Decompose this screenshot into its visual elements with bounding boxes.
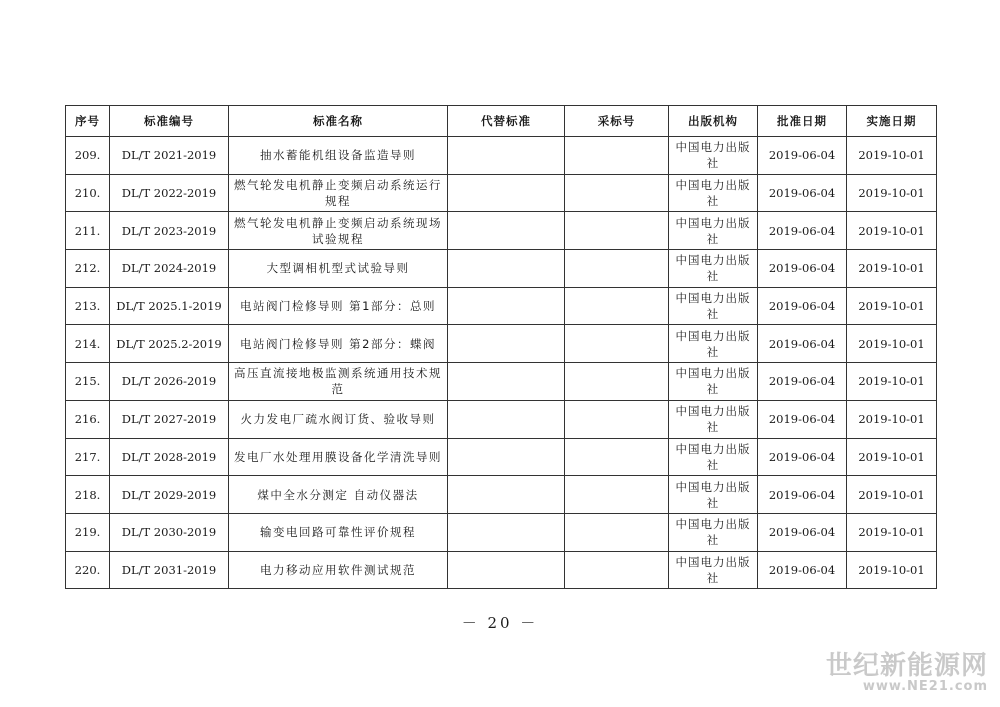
publisher: 中国电力出版社 [669,174,758,212]
standard-name: 抽水蓄能机组设备监造导则 [229,137,448,175]
standard-code: DL/T 2025.2-2019 [110,325,229,363]
standard-code: DL/T 2029-2019 [110,476,229,514]
table-row [66,250,937,288]
implementation-date: 2019-10-01 [847,325,937,363]
implementation-date: 2019-10-01 [847,438,937,476]
adopted-standard [565,325,669,363]
table-header-row [66,106,937,137]
row-number: 216. [66,400,110,438]
standard-name: 发电厂水处理用膜设备化学清洗导则 [229,438,448,476]
header-cell: 代替标准 [448,106,565,137]
header-cell: 批准日期 [758,106,847,137]
replaced-standard [448,250,565,288]
publisher: 中国电力出版社 [669,287,758,325]
table-row [66,363,937,401]
standard-code: DL/T 2022-2019 [110,174,229,212]
replaced-standard [448,551,565,589]
standard-name: 输变电回路可靠性评价规程 [229,513,448,551]
replaced-standard [448,287,565,325]
table-row [66,287,937,325]
site-watermark [826,652,988,694]
approval-date: 2019-06-04 [758,287,847,325]
row-number: 217. [66,438,110,476]
approval-date: 2019-06-04 [758,212,847,250]
header-cell: 实施日期 [847,106,937,137]
approval-date: 2019-06-04 [758,476,847,514]
table-row [66,551,937,589]
implementation-date: 2019-10-01 [847,400,937,438]
standards-table [65,105,937,589]
adopted-standard [565,174,669,212]
implementation-date: 2019-10-01 [847,250,937,288]
header-cell: 采标号 [565,106,669,137]
publisher: 中国电力出版社 [669,400,758,438]
replaced-standard [448,363,565,401]
replaced-standard [448,438,565,476]
row-number: 214. [66,325,110,363]
replaced-standard [448,174,565,212]
watermark-url: www.NE21.com [862,679,988,694]
adopted-standard [565,400,669,438]
implementation-date: 2019-10-01 [847,287,937,325]
approval-date: 2019-06-04 [758,250,847,288]
standard-name: 燃气轮发电机静止变频启动系统现场试验规程 [229,212,448,250]
row-number: 218. [66,476,110,514]
adopted-standard [565,551,669,589]
row-number: 213. [66,287,110,325]
header-cell: 序号 [66,106,110,137]
approval-date: 2019-06-04 [758,325,847,363]
header-cell: 标准名称 [229,106,448,137]
standard-code: DL/T 2023-2019 [110,212,229,250]
table-row [66,212,937,250]
row-number: 209. [66,137,110,175]
publisher: 中国电力出版社 [669,325,758,363]
adopted-standard [565,363,669,401]
standard-code: DL/T 2027-2019 [110,400,229,438]
standard-name: 燃气轮发电机静止变频启动系统运行规程 [229,174,448,212]
adopted-standard [565,513,669,551]
replaced-standard [448,325,565,363]
standard-code: DL/T 2024-2019 [110,250,229,288]
approval-date: 2019-06-04 [758,400,847,438]
row-number: 215. [66,363,110,401]
row-number: 212. [66,250,110,288]
standard-code: DL/T 2021-2019 [110,137,229,175]
header-cell: 标准编号 [110,106,229,137]
table-row [66,400,937,438]
standard-name: 电力移动应用软件测试规范 [229,551,448,589]
implementation-date: 2019-10-01 [847,513,937,551]
table-row [66,476,937,514]
replaced-standard [448,476,565,514]
publisher: 中国电力出版社 [669,212,758,250]
standard-name: 煤中全水分测定 自动仪器法 [229,476,448,514]
publisher: 中国电力出版社 [669,551,758,589]
publisher: 中国电力出版社 [669,438,758,476]
adopted-standard [565,212,669,250]
table-row [66,174,937,212]
replaced-standard [448,137,565,175]
adopted-standard [565,250,669,288]
standard-name: 大型调相机型式试验导则 [229,250,448,288]
replaced-standard [448,513,565,551]
approval-date: 2019-06-04 [758,551,847,589]
standard-name: 电站阀门检修导则 第2部分：蝶阀 [229,325,448,363]
publisher: 中国电力出版社 [669,476,758,514]
standard-name: 电站阀门检修导则 第1部分：总则 [229,287,448,325]
standard-code: DL/T 2025.1-2019 [110,287,229,325]
replaced-standard [448,212,565,250]
standard-code: DL/T 2028-2019 [110,438,229,476]
watermark-title: 世纪新能源网 [825,651,988,681]
approval-date: 2019-06-04 [758,174,847,212]
row-number: 220. [66,551,110,589]
publisher: 中国电力出版社 [669,513,758,551]
approval-date: 2019-06-04 [758,137,847,175]
implementation-date: 2019-10-01 [847,212,937,250]
implementation-date: 2019-10-01 [847,137,937,175]
adopted-standard [565,476,669,514]
adopted-standard [565,137,669,175]
approval-date: 2019-06-04 [758,513,847,551]
header-cell: 出版机构 [669,106,758,137]
page-number: － 20 － [461,614,539,632]
publisher: 中国电力出版社 [669,137,758,175]
standard-name: 火力发电厂疏水阀订货、验收导则 [229,400,448,438]
standard-code: DL/T 2031-2019 [110,551,229,589]
implementation-date: 2019-10-01 [847,551,937,589]
implementation-date: 2019-10-01 [847,174,937,212]
table-row [66,513,937,551]
approval-date: 2019-06-04 [758,363,847,401]
approval-date: 2019-06-04 [758,438,847,476]
table-row [66,325,937,363]
row-number: 210. [66,174,110,212]
publisher: 中国电力出版社 [669,250,758,288]
publisher: 中国电力出版社 [669,363,758,401]
standard-name: 高压直流接地极监测系统通用技术规范 [229,363,448,401]
adopted-standard [565,438,669,476]
replaced-standard [448,400,565,438]
implementation-date: 2019-10-01 [847,476,937,514]
table-row [66,137,937,175]
row-number: 211. [66,212,110,250]
standard-code: DL/T 2026-2019 [110,363,229,401]
standard-code: DL/T 2030-2019 [110,513,229,551]
table-row [66,438,937,476]
row-number: 219. [66,513,110,551]
implementation-date: 2019-10-01 [847,363,937,401]
adopted-standard [565,287,669,325]
